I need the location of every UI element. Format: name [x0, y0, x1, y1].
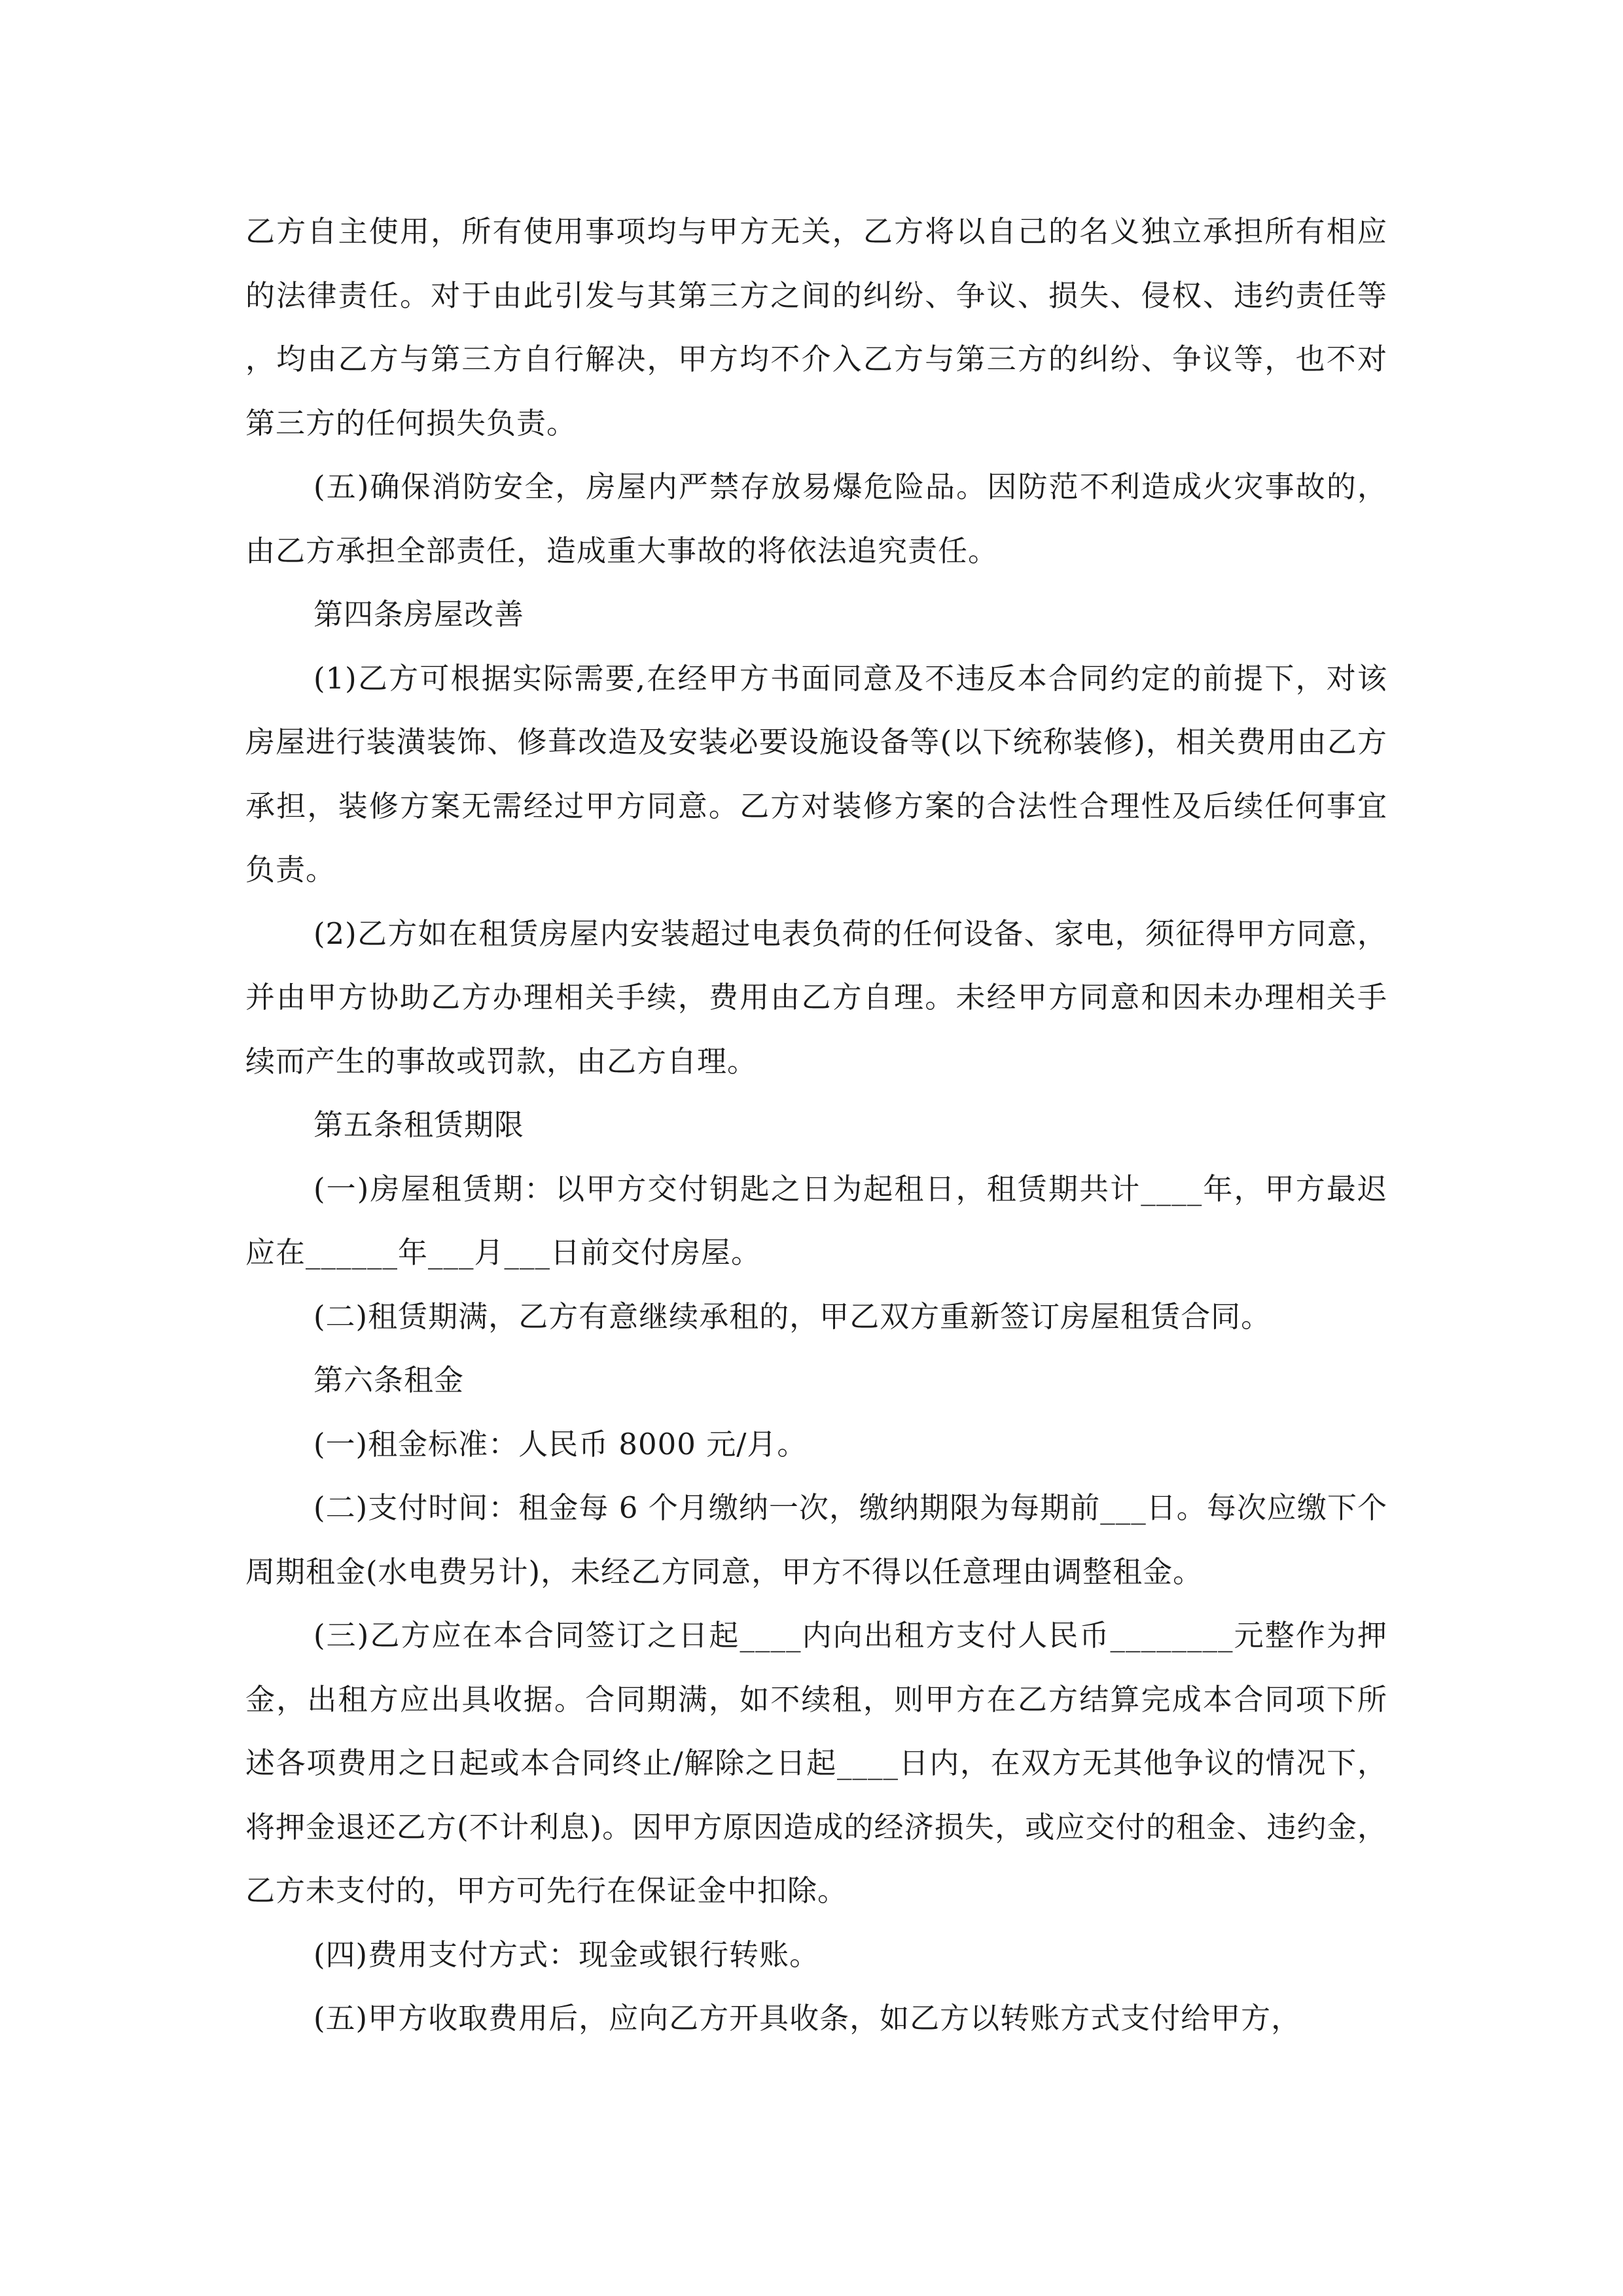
paragraph: (1)乙方可根据实际需要,在经甲方书面同意及不违反本合同约定的前提下，对该房屋进行装潢装饰、修葺改造及安装必要设施设备等(以下统称装修)，相关费用由乙方承担，装修方案无需经过甲方同意。乙方对装修方案的合法性合理性及后续任何事宜负责。 — [245, 660, 1387, 887]
paragraph: (五)甲方收取费用后，应向乙方开具收条，如乙方以转账方式支付给甲方， — [313, 2001, 1302, 2036]
paragraph: (四)费用支付方式：现金或银行转账。 — [313, 1937, 820, 1972]
paragraph: (2)乙方如在租赁房屋内安装超过电表负荷的任何设备、家电，须征得甲方同意，并由甲方协助乙方办理相关手续，费用由乙方自理。未经甲方同意和因未办理相关手续而产生的事故或罚款，由乙方自理。 — [245, 916, 1387, 1079]
section-heading: 第四条房屋改善 — [313, 597, 525, 632]
paragraph: (二)支付时间：租金每 6 个月缴纳一次，缴纳期限为每期前___日。每次应缴下个周期租金(水电费另计)，未经乙方同意，甲方不得以任意理由调整租金。 — [245, 1490, 1387, 1589]
paragraph: (一)租金标准：人民币 8000 元/月。 — [313, 1426, 808, 1462]
paragraph: (五)确保消防安全，房屋内严禁存放易爆危险品。因防范不利造成火灾事故的，由乙方承担全部责任，造成重大事故的将依法追究责任。 — [245, 469, 1387, 568]
paragraph: (三)乙方应在本合同签订之日起____内向出租方支付人民币________元整作为押金，出租方应出具收据。合同期满，如不续租，则甲方在乙方结算完成本合同项下所述各项费用之日起或本合同终止/解除之日起____日内，在双方无其他争议的情况下，将押金退还乙方(不计利息)。因甲方原因造成的经济损失，或应交付的租金、违约金，乙方未支付的，甲方可先行在保证金中扣除。 — [245, 1618, 1387, 1908]
paragraph: (二)租赁期满，乙方有意继续承租的，甲乙双方重新签订房屋租赁合同。 — [313, 1299, 1272, 1334]
paragraph: (一)房屋租赁期：以甲方交付钥匙之日为起租日，租赁期共计____年，甲方最迟应在______年___月___日前交付房屋。 — [245, 1171, 1387, 1270]
section-heading: 第六条租金 — [313, 1363, 465, 1397]
section-heading: 第五条租赁期限 — [313, 1107, 525, 1142]
paragraph: 乙方自主使用，所有使用事项均与甲方无关，乙方将以自己的名义独立承担所有相应的法律责任。对于由此引发与其第三方之间的纠纷、争议、损失、侵权、违约责任等，均由乙方与第三方自行解决，甲方均不介入乙方与第三方的纠纷、争议等，也不对第三方的任何损失负责。 — [245, 214, 1387, 440]
document-body — [245, 200, 1387, 2051]
